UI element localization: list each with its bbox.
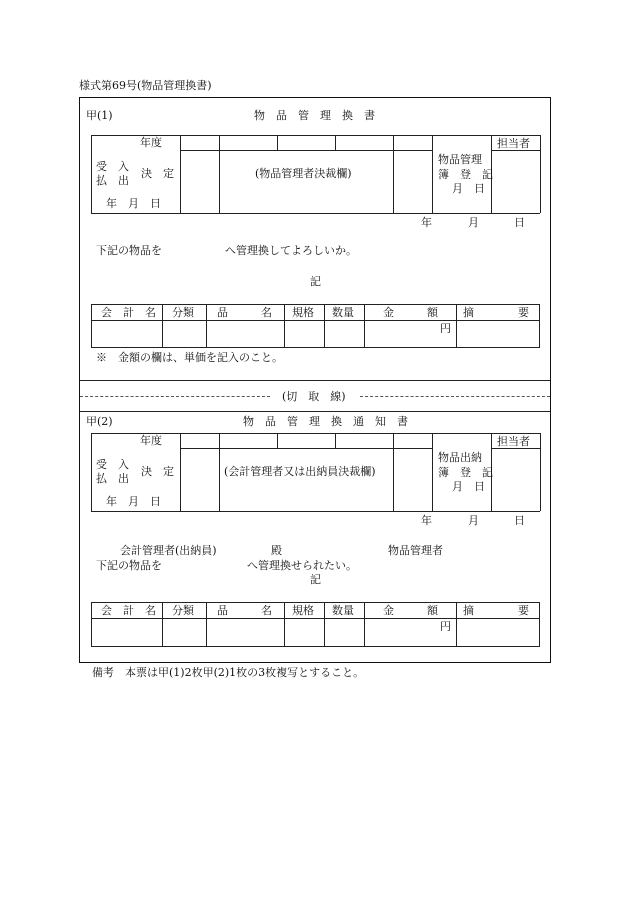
th-tekiyou-2: 摘 要	[463, 604, 529, 617]
kettei-label-2: 決 定	[141, 465, 174, 478]
date-year-1: 年	[421, 216, 432, 229]
th-kikaku-1: 規格	[292, 306, 314, 319]
date-year-2: 年	[421, 514, 432, 527]
section2-label: 甲(2)	[86, 415, 113, 428]
th-hinmei-2: 品 名	[217, 604, 272, 617]
th-tekiyou-1: 摘 要	[463, 306, 529, 319]
register-line3-2: 月 日	[452, 480, 485, 493]
cut-line-bottom	[80, 411, 550, 412]
section1-title: 物 品 管 理 換 書	[254, 109, 375, 122]
kettei-label-1: 決 定	[141, 167, 174, 180]
th-kingaku-1: 金 額	[383, 306, 438, 319]
cut-line-dash-right	[360, 396, 550, 397]
th-hinmei-1: 品 名	[217, 306, 272, 319]
ki-label-2: 記	[310, 573, 321, 586]
decision-field-2: (会計管理者又は出納員決裁欄)	[224, 465, 376, 478]
decision-field-1: (物品管理者決裁欄)	[255, 167, 352, 180]
th-kaikeimei-1: 会 計 名	[101, 306, 156, 319]
th-bunrui-1: 分類	[172, 306, 194, 319]
cut-line-label: (切 取 線)	[282, 390, 346, 403]
register-line2-2: 簿 登 記	[438, 466, 493, 479]
th-suuryou-2: 数量	[332, 604, 354, 617]
ki-label-1: 記	[310, 275, 321, 288]
dono-label: 殿	[271, 544, 282, 557]
request-text-b-2: へ管理換せられたい。	[247, 559, 357, 572]
register-line1-2: 物品出納	[438, 451, 482, 464]
date-month-1: 月	[468, 216, 479, 229]
remarks: 備考 本票は甲(1)2枚甲(2)1枚の3枚複写とすること。	[92, 666, 365, 679]
th-kingaku-2: 金 額	[383, 604, 438, 617]
approval-date-2: 年 月 日	[106, 495, 161, 508]
register-line2-1: 簿 登 記	[438, 168, 493, 181]
th-kaikeimei-2: 会 計 名	[101, 604, 156, 617]
ukeire-label-1: 受 入	[96, 160, 129, 173]
approval-date-1: 年 月 日	[106, 197, 161, 210]
nendo-label-1: 年度	[140, 136, 162, 149]
date-month-2: 月	[468, 514, 479, 527]
cut-line-dash-left	[80, 396, 270, 397]
yen-unit-1: 円	[440, 322, 451, 335]
section2-title: 物 品 管 理 換 通 知 書	[243, 415, 408, 428]
cut-line-top	[80, 380, 550, 381]
th-suuryou-1: 数量	[332, 306, 354, 319]
th-bunrui-2: 分類	[172, 604, 194, 617]
nendo-label-2: 年度	[140, 434, 162, 447]
section1-label: 甲(1)	[86, 109, 113, 122]
amount-note: ※ 金額の欄は、単価を記入のこと。	[96, 351, 283, 364]
request-text-b-1: へ管理換してよろしいか。	[225, 244, 357, 257]
register-line3-1: 月 日	[452, 182, 485, 195]
addressee: 会計管理者(出納員)	[120, 544, 217, 557]
date-day-2: 日	[514, 514, 525, 527]
date-day-1: 日	[514, 216, 525, 229]
request-text-a-2: 下記の物品を	[96, 559, 162, 572]
haraidashi-label-1: 払 出	[96, 174, 129, 187]
th-kikaku-2: 規格	[292, 604, 314, 617]
sender: 物品管理者	[388, 544, 443, 557]
request-text-a-1: 下記の物品を	[96, 244, 162, 257]
ukeire-label-2: 受 入	[96, 458, 129, 471]
haraidashi-label-2: 払 出	[96, 472, 129, 485]
tantousha-label-2: 担当者	[497, 435, 530, 448]
register-line1-1: 物品管理	[438, 153, 482, 166]
yen-unit-2: 円	[440, 620, 451, 633]
tantousha-label-1: 担当者	[497, 137, 530, 150]
form-title: 様式第69号(物品管理換書)	[79, 79, 212, 92]
